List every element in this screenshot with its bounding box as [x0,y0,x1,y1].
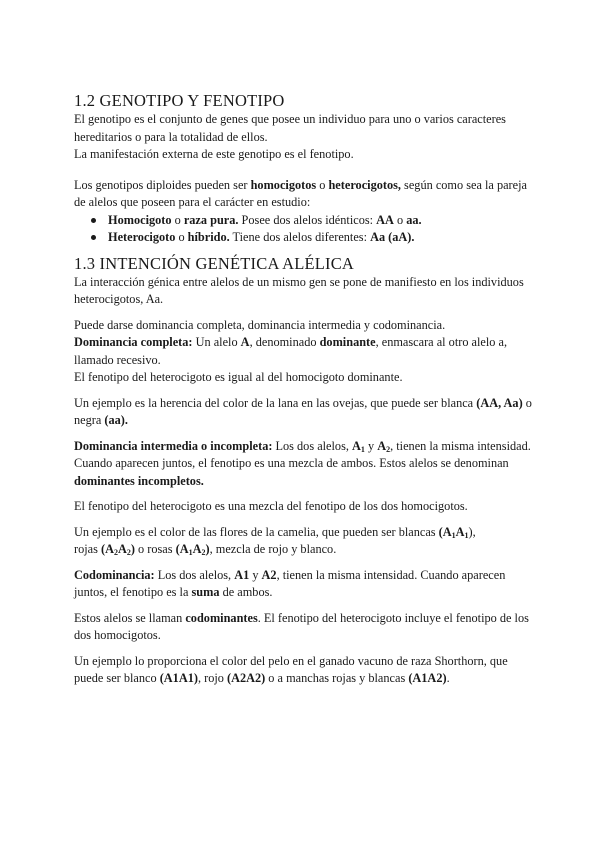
section-heading-interaccion: 1.3 INTENCIÓN GENÉTICA ALÉLICA [74,253,355,273]
genotype-list [74,212,534,246]
paragraph-interaccion: La interacción génica entre alelos de un mismo gen se pone de manifiesto en los individuos heterocigotos, Aa. [74,274,524,306]
paragraph-fenotipo-dominante: El fenotipo del heterocigoto es igual al del homocigoto dominante. [74,370,403,384]
paragraph-genotipo-def: El genotipo es el conjunto de genes que posee un individuo para uno o varios caracteres hereditarios o para la totalidad de ellos. [74,112,506,144]
paragraph-ejemplo-shorthorn: Un ejemplo lo proporciona el color del pelo en el ganado vacuno de raza Shorthorn, que puede ser blanco (A1A1), rojo (A2A2) o a manchas rojas y blancas (A1A2). [74,653,508,685]
paragraph-dominancia-completa: Dominancia completa: Un alelo A, denominado dominante, enmascara al otro alelo a, llamado recesivo. [74,335,508,367]
document-content [74,91,534,688]
paragraph-codominancia: Codominancia: Los dos alelos, A1 y A2, tienen la misma intensidad. Cuando aparecen juntos, el fenotipo es la suma de ambos. [74,567,506,599]
paragraph-diploides: Los genotipos diploides pueden ser homocigotos o heterocigotos, según como sea la pareja de alelos que poseen para el carácter en estudio: [74,177,527,209]
paragraph-ejemplo-camelia: Un ejemplo es el color de las flores de la camelia, que pueden ser blancas $(A_1A_1)$, rojas $(A_2A_2)$ o rosas $(A_1A_2)$, mezcla de rojo y blanco. [74,524,476,557]
paragraph-codominantes: Estos alelos se llaman codominantes. El fenotipo del heterocigoto incluye el fenotipo de los dos homocigotos. [74,610,529,642]
paragraph-tipos-dominancia: Puede darse dominancia completa, dominancia intermedia y codominancia. [74,317,446,332]
section-heading-genotipo: 1.2 GENOTIPO Y FENOTIPO [74,91,285,110]
paragraph-fenotipo-mezcla: El fenotipo del heterocigoto es una mezcla del fenotipo de los dos homocigotos. [74,499,468,513]
paragraph-fenotipo-def: La manifestación externa de este genotipo es el fenotipo. [74,147,354,161]
list-item: Homocigoto o raza pura. Posee dos alelos idénticos: AA o aa. [108,212,534,229]
paragraph-ejemplo-ovejas: Un ejemplo es la herencia del color de la lana en las ovejas, que puede ser blanca (AA, Aa) o negra (aa). [74,395,532,427]
paragraph-dominancia-intermedia: Dominancia intermedia o incompleta: Los dos alelos, $A_1$ y $A_2$, tienen la misma intensidad. Cuando aparecen juntos, el fenotipo es una mezcla de ambos. Estos alelos se denominan dominantes incompletos. [74,438,531,488]
list-item: Heterocigoto o híbrido. Tiene dos alelos diferentes: Aa (aA). [108,229,534,246]
